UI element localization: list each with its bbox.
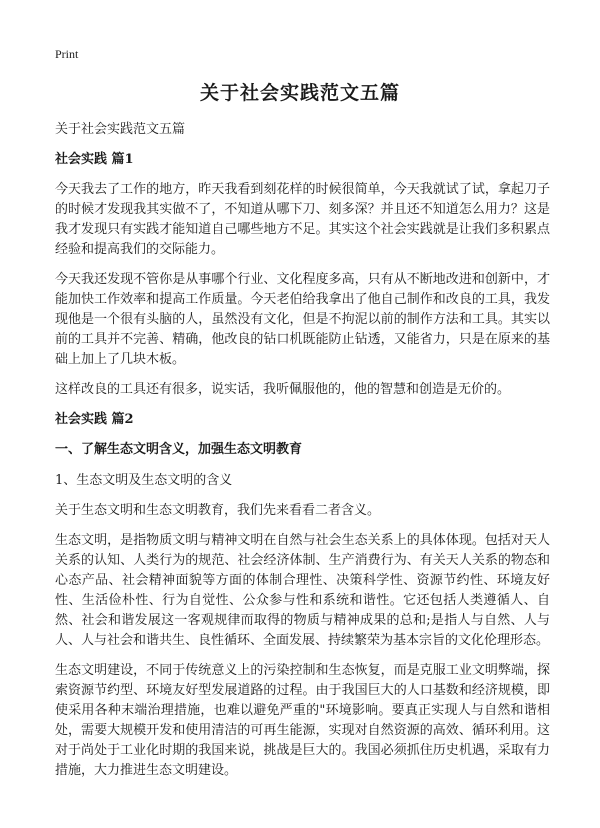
paragraph: 这样改良的工具还有很多，说实话，我听佩服他的，他的智慧和创造是无价的。 (55, 382, 511, 397)
paragraph: 关于生态文明和生态文明教育，我们先来看看二者含义。 (55, 503, 381, 518)
paragraph: 生态文明建设，不同于传统意义上的污染控制和生态恢复，而是克服工业文明弊端，探索资源节约型、环境友好型发展道路的过程。由于我国巨大的人口基数和经济规模，即使采用各种末端治理措施，也难以避免严重的"环境影响。要真正实现人与自然和谐相处，需要大规模开发和使用清洁的可再生能源，实现对自然资源的高效、循环利用。这对于尚处于工业化时期的我国来说，挑战是巨大的。我国必须抓住历史机遇，采取有力措施，大力推进生态文明建设。 (55, 663, 550, 778)
document-body (55, 120, 550, 791)
paragraph: 今天我还发现不管你是从事哪个行业、文化程度多高，只有从不断地改进和创新中，才能加快工作效率和提高工作质量。今天老伯给我拿出了他自己制作和改良的工具，我发现他是一个很有头脑的人，虽然没有文化，但是不拘泥以前的制作方法和工具。其实以前的工具并不完善、精确，他改良的钻口机既能防止钻透，又能省力，只是在原来的基础上加上了几块木板。 (55, 272, 550, 367)
paragraph: 今天我去了工作的地方，昨天我看到刻花样的时候很简单，今天我就试了试，拿起刀子的时候才发现我其实做不了，不知道从哪下刀、刻多深？并且还不知道怎么用力？这是我才发现只有实践才能知道自己哪些地方不足。其实这个社会实践就是让我们多积累点经验和提高我们的交际能力。 (55, 182, 550, 257)
subsection-heading: 一、了解生态文明含义，加强生态文明教育 (55, 442, 303, 457)
document-subtitle: 关于社会实践范文五篇 (55, 122, 186, 137)
print-link[interactable]: Print (55, 47, 79, 61)
item-heading: 1、生态文明及生态文明的含义 (55, 473, 233, 488)
section-heading: 社会实践 篇2 (55, 412, 134, 427)
page-title: 关于社会实践范文五篇 (199, 82, 400, 104)
paragraph: 生态文明，是指物质文明与精神文明在自然与社会生态关系上的具体体现。包括对天人关系的认知、人类行为的规范、社会经济体制、生产消费行为、有关天人关系的物态和心态产品、社会精神面貌等方面的体制合理性、决策科学性、资源节约性、环境友好性、生活俭朴性、行为自觉性、公众参与性和系统和谐性。它还包括人类遵循人、自然、社会和谐发展这一客观规律而取得的物质与精神成果的总和;是指人与自然、人与人、人与社会和谐共生、良性循环、全面发展、持续繁荣为基本宗旨的文化伦理形态。 (55, 533, 550, 648)
section-heading: 社会实践 篇1 (55, 152, 134, 167)
